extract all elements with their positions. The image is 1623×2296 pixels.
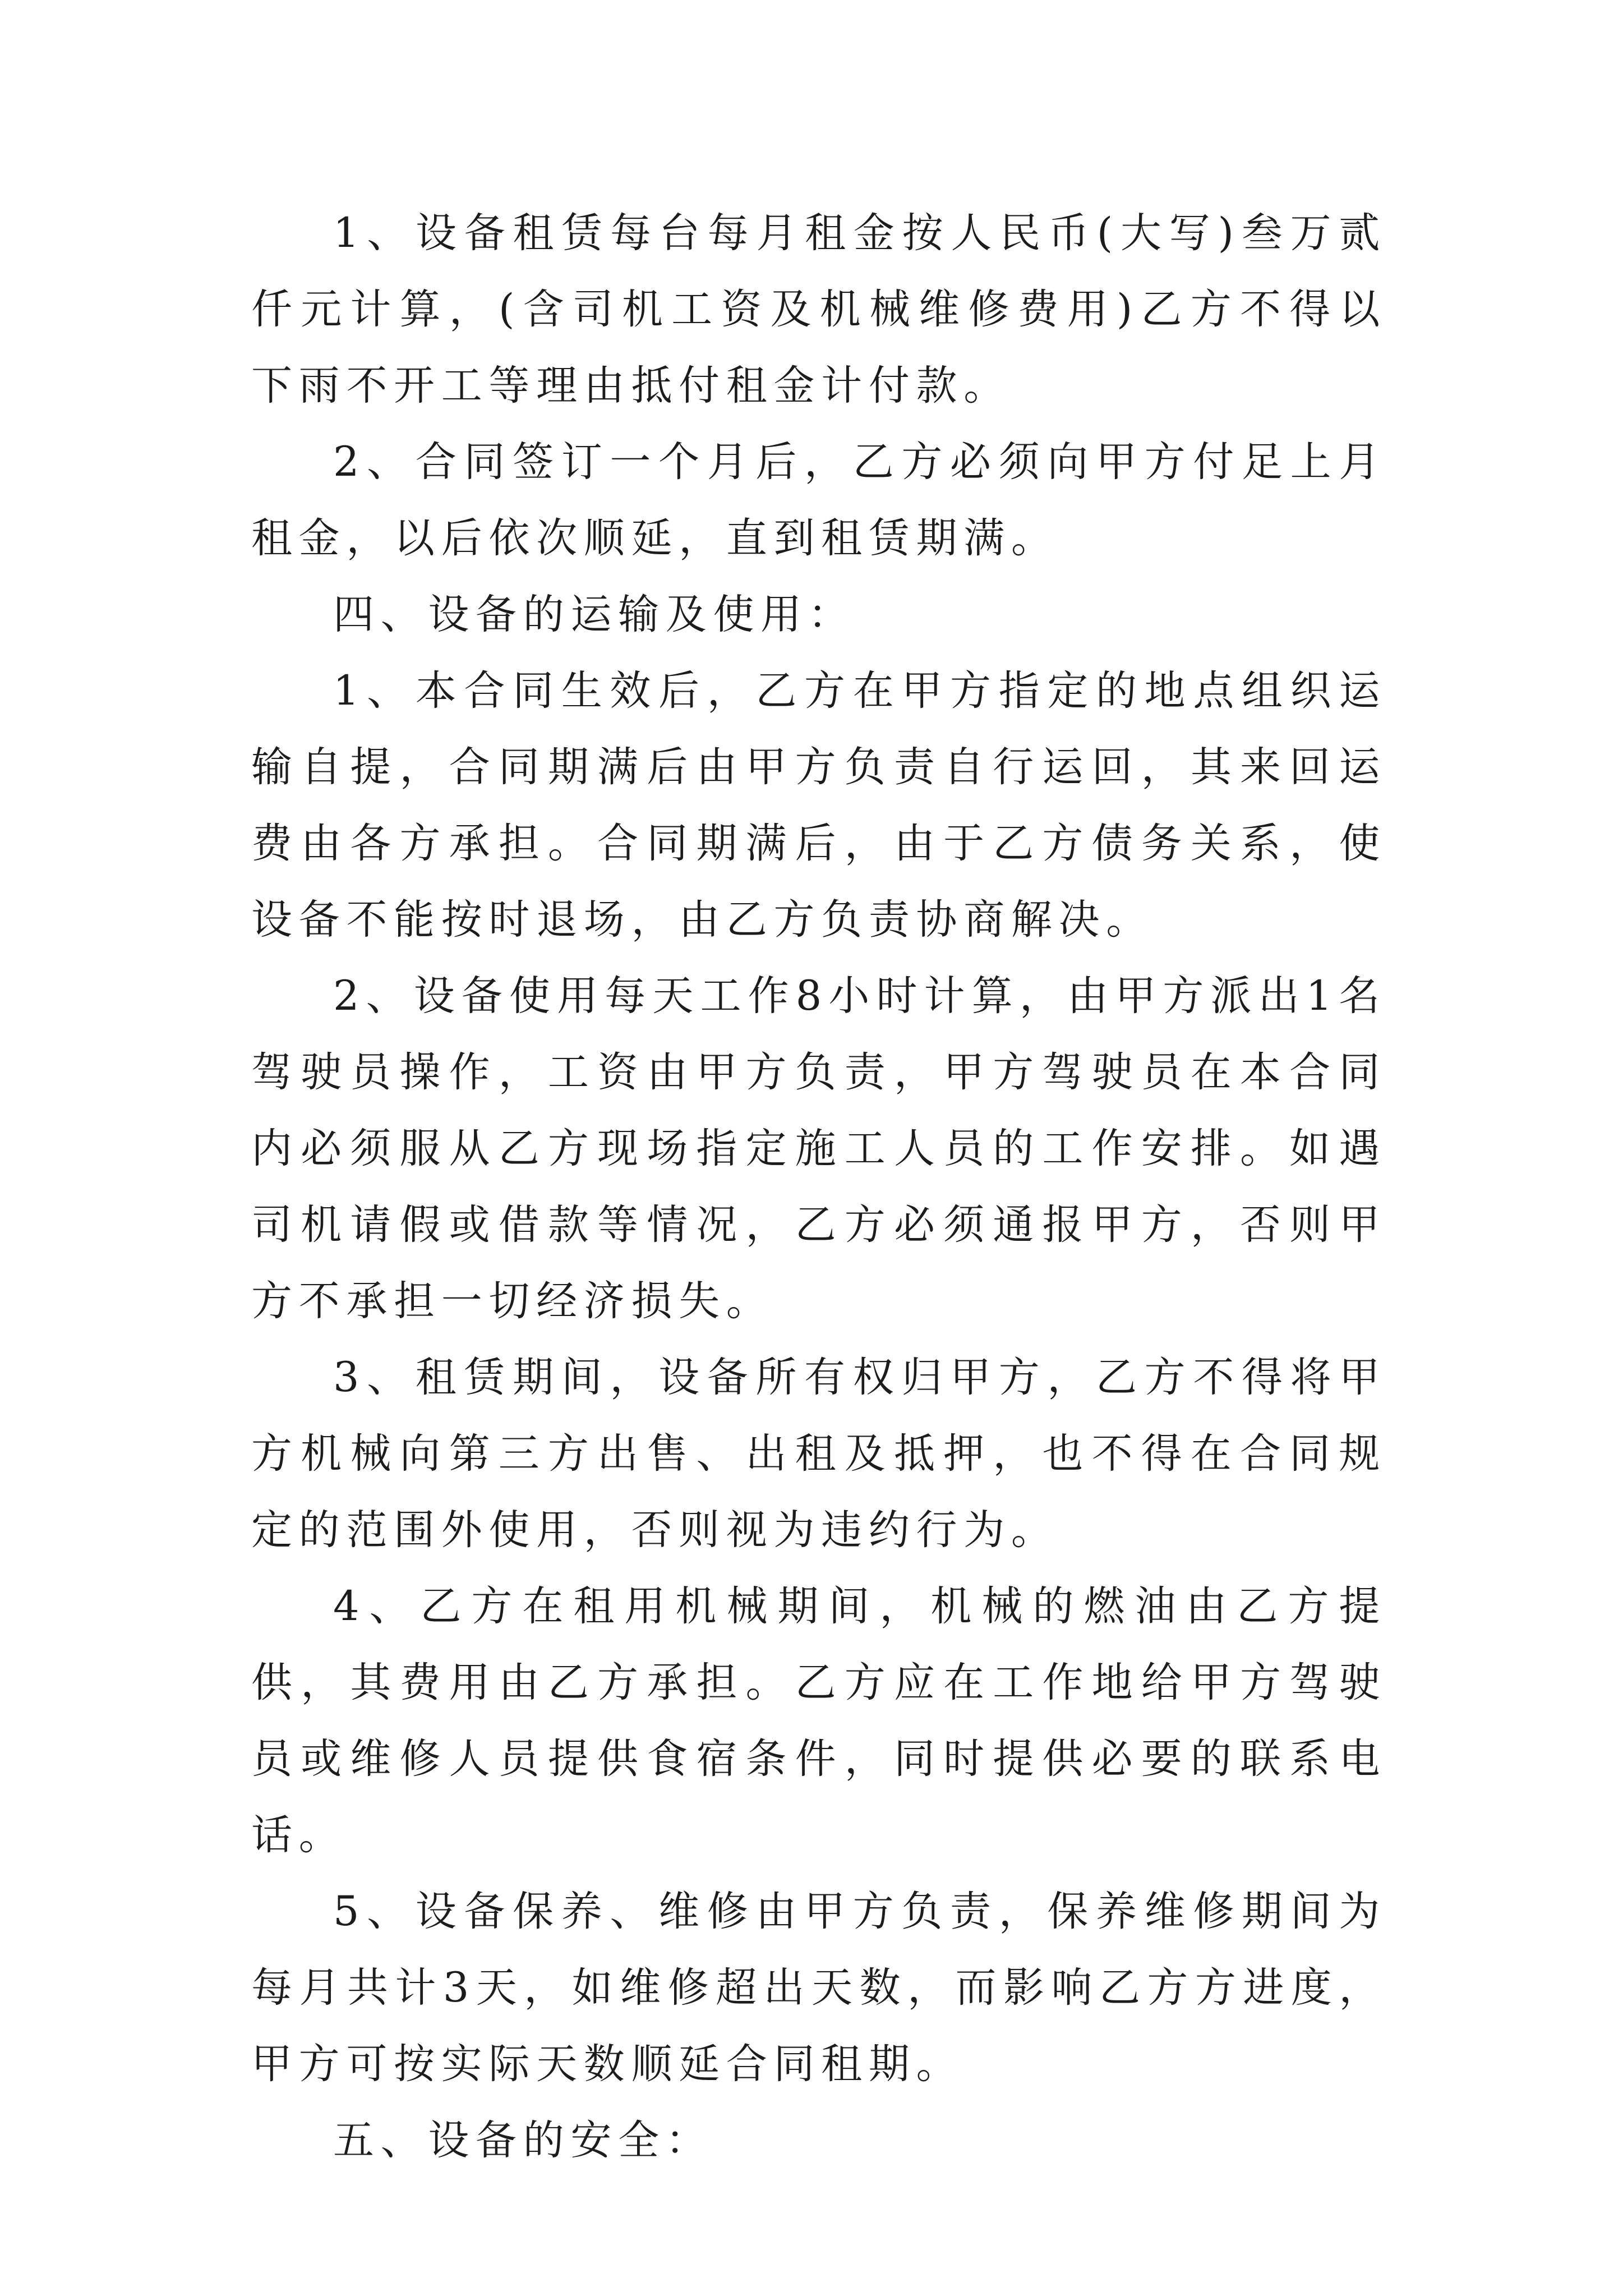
clause-rent-amount: 1、设备租赁每台每月租金按人民币(大写)叁万贰仟元计算，(含司机工资及机械维修费用)乙方不得以下雨不开工等理由抵付租金计付款。	[251, 209, 1386, 409]
clause-transport: 1、本合同生效后，乙方在甲方指定的地点组织运输自提，合同期满后由甲方负责自行运回，其来回运费由各方承担。合同期满后，由于乙方债务关系，使设备不能按时退场，由乙方负责协商解决。	[251, 667, 1386, 944]
clause-operation-hours: 2、设备使用每天工作8小时计算，由甲方派出1名驾驶员操作，工资由甲方负责，甲方驾驶员在本合同内必须服从乙方现场指定施工人员的工作安排。如遇司机请假或借款等情况，乙方必须通报甲方，否则甲方不承担一切经济损失。	[251, 972, 1386, 1325]
clause-fuel: 4、乙方在租用机械期间，机械的燃油由乙方提供，其费用由乙方承担。乙方应在工作地给甲方驾驶员或维修人员提供食宿条件，同时提供必要的联系电话。	[251, 1582, 1386, 1859]
clause-ownership: 3、租赁期间，设备所有权归甲方，乙方不得将甲方机械向第三方出售、出租及抵押，也不得在合同规定的范围外使用，否则视为违约行为。	[251, 1354, 1386, 1554]
section-heading-transport-use: 四、设备的运输及使用：	[333, 591, 856, 638]
clause-maintenance: 5、设备保养、维修由甲方负责，保养维修期间为每月共计3天，如维修超出天数，而影响乙方方进度，甲方可按实际天数顺延合同租期。	[251, 1888, 1386, 2088]
document-body	[251, 195, 1386, 2179]
clause-rent-payment: 2、合同签订一个月后，乙方必须向甲方付足上月租金，以后依次顺延，直到租赁期满。	[251, 438, 1386, 562]
section-heading-safety: 五、设备的安全：	[333, 2116, 713, 2164]
